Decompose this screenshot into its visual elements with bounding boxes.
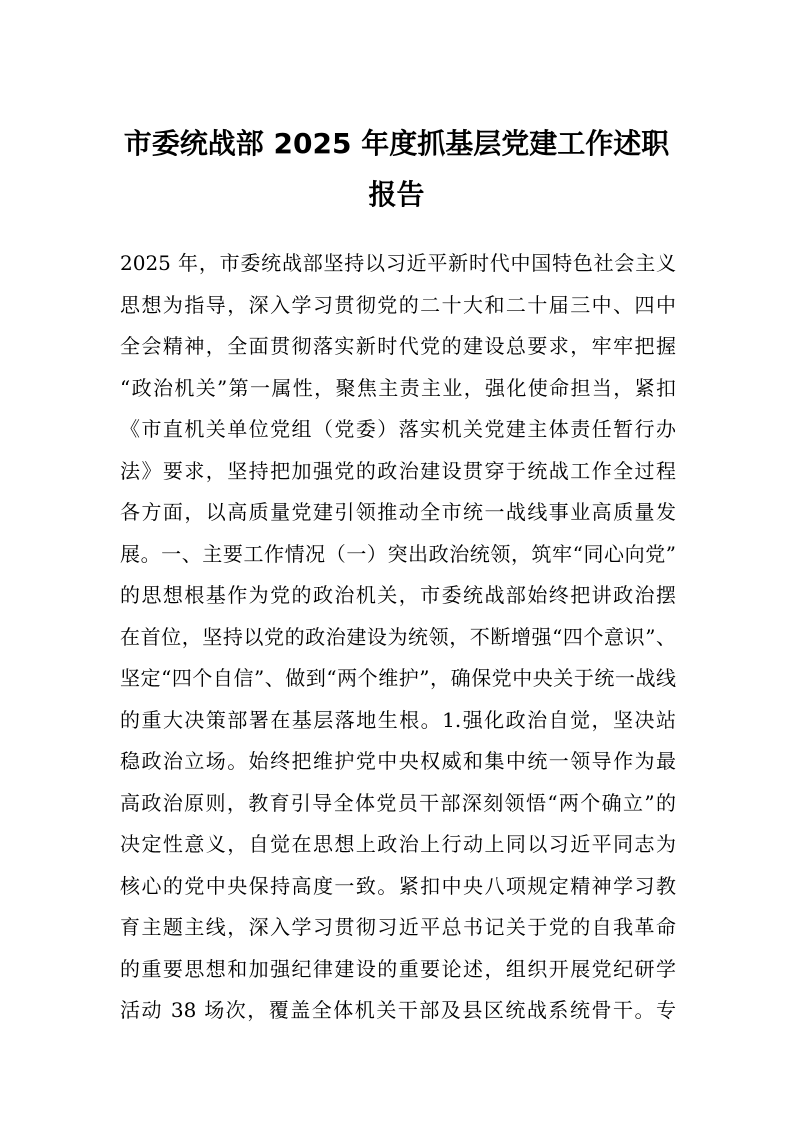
body-line: 活动 38 场次，覆盖全体机关干部及县区统战系统骨干。专	[120, 998, 676, 1022]
body-line: 的重大决策部署在基层落地生根。1.强化政治自觉，坚决站	[120, 707, 676, 732]
body-line: 《市直机关单位党组（党委）落实机关党建主体责任暂行办	[120, 417, 676, 441]
body-line: 稳政治立场。始终把维护党中央权威和集中统一领导作为最	[120, 749, 676, 773]
document-title	[100, 118, 693, 220]
document-title-line-2: 报告	[368, 178, 425, 211]
body-line: 的重要思想和加强纪律建设的重要论述，组织开展党纪研学	[120, 956, 676, 981]
body-line: 核心的党中央保持高度一致。紧扣中央八项规定精神学习教	[120, 873, 676, 898]
body-line: “政治机关”第一属性，聚焦主责主业，强化使命担当，紧扣	[120, 375, 676, 400]
body-line: 在首位，坚持以党的政治建设为统领，不断增强“四个意识”、	[120, 624, 676, 649]
body-line: 的思想根基作为党的政治机关，市委统战部始终把讲政治摆	[120, 583, 676, 607]
body-line: 各方面，以高质量党建引领推动全市统一战线事业高质量发	[120, 500, 676, 524]
body-line: 全会精神，全面贯彻落实新时代党的建设总要求，牢牢把握	[120, 334, 676, 358]
body-line: 育主题主线，深入学习贯彻习近平总书记关于党的自我革命	[120, 915, 676, 939]
body-line: 展。一、主要工作情况（一）突出政治统领，筑牢“同心向党”	[120, 541, 676, 566]
document-title-line-1: 市委统战部 2025 年度抓基层党建工作述职	[123, 127, 670, 160]
body-line: 高政治原则，教育引导全体党员干部深刻领悟“两个确立”的	[120, 790, 676, 815]
body-line: 决定性意义，自觉在思想上政治上行动上同以习近平同志为	[120, 832, 676, 856]
body-line: 2025 年，市委统战部坚持以习近平新时代中国特色社会主义	[120, 251, 676, 275]
body-line: 坚定“四个自信”、做到“两个维护”，确保党中央关于统一战线	[120, 666, 676, 690]
body-line: 法》要求，坚持把加强党的政治建设贯穿于统战工作全过程	[120, 458, 676, 483]
report-body	[120, 243, 676, 1032]
body-line: 思想为指导，深入学习贯彻党的二十大和二十届三中、四中	[120, 292, 676, 317]
